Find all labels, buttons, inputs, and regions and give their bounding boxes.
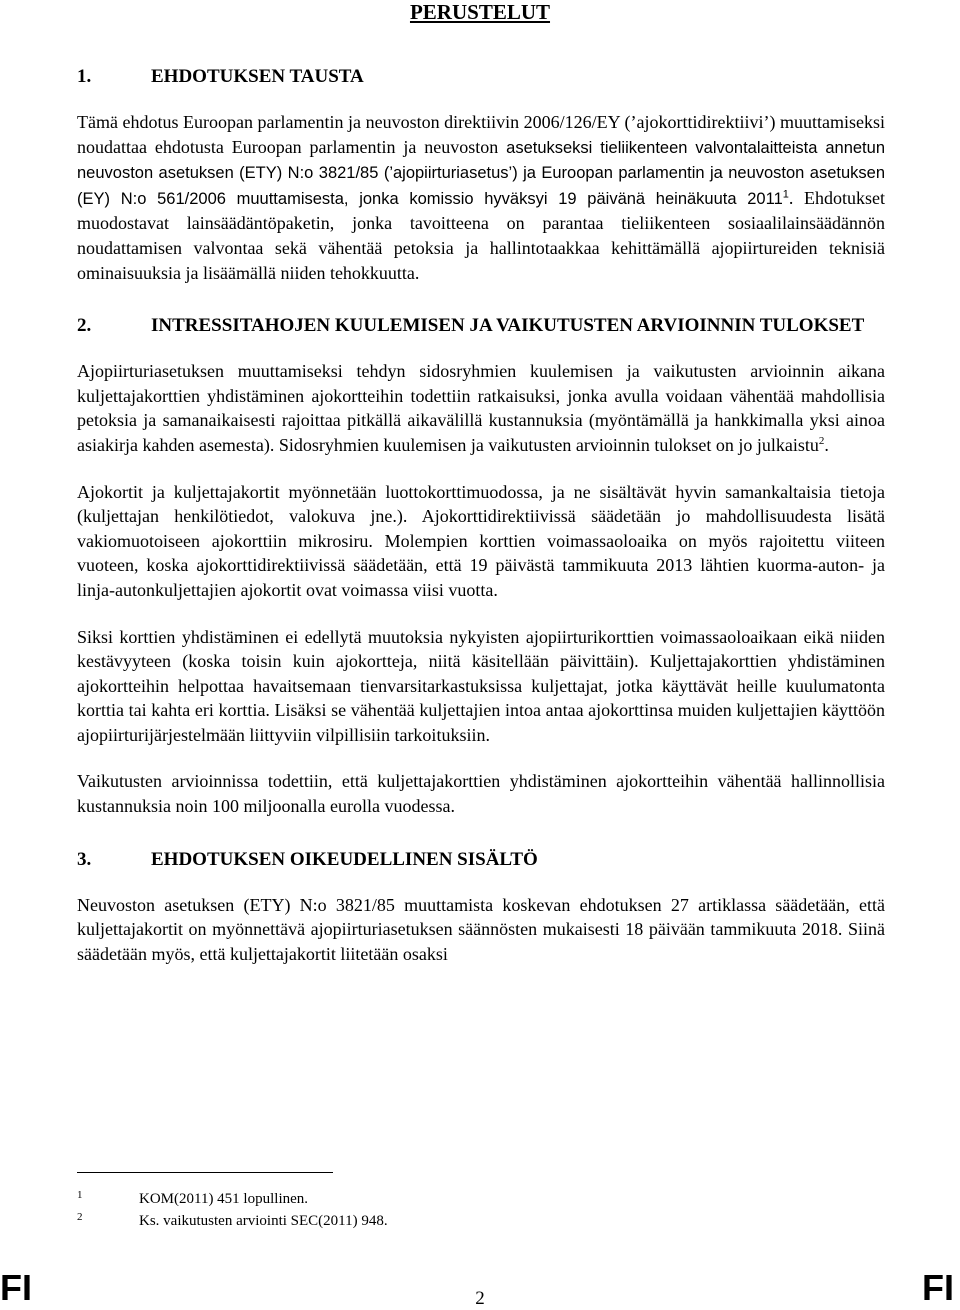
section-2-paragraph-2: Ajokortit ja kuljettajakortit myönnetään luottokorttimuodossa, ja ne sisältävät hyvin samankaltaisia tietoja (kuljettajan henkilötiedot, valokuva jne.). Ajokorttidirektiivissä säädetään jo mahdollisuudesta lisätä vakiomuotoiseen ajokorttiin mikrosiru. Molempien korttien voimassaoloaika on myös rajoitettu viiteen vuoteen, koska ajokorttidirektiivissä säädetään, että 19 päivästä tammikuuta 2013 lähtien kuorma-auton- ja linja-autonkuljettajien ajokortit ovat voimassa viisi vuotta. xyxy=(77,481,885,600)
section-1-paragraph-part-c: . Ehdotukset muodostavat lainsäädäntöpaketin, jonka tavoitteena on parantaa tieliikenteen sosiaalilainsäädännön noudattamisen valvontaa sekä vähentää petoksia ja hallintotaakkaa kehittämällä ajopiirtureiden teknisiä ominaisuuksia ja lisäämällä niiden tehokkuutta. xyxy=(77,187,885,283)
section-1-title: EHDOTUKSEN TAUSTA xyxy=(151,66,364,87)
footnote-ref-2: 2 xyxy=(818,434,825,447)
section-2-paragraph-1 xyxy=(77,359,885,457)
section-1-paragraph-part-a: Tämä ehdotus Euroopan parlamentin ja neuvoston direktiivin 2006/126/EY (’ajokorttidirektiivi’) muuttamiseksi noudattaa ehdotusta Euroopan parlamentin ja neuvoston xyxy=(77,112,885,157)
document-title: PERUSTELUT xyxy=(409,0,551,24)
section-1-paragraph xyxy=(77,110,885,285)
footnote-ref-1: 1 xyxy=(782,188,789,201)
section-2-paragraph-3: Siksi korttien yhdistäminen ei edellytä muutoksia nykyisten ajopiirturikorttien voimassaoloaikaan eikä niiden kestävyyteen (koska toisin kuin ajokortteja, niitä käsitellään päivittäin). Kuljettajakorttien yhdistäminen ajokortteihin helpottaa havaitsemaan tienvarsitarkastuksissa kuljettajat, jotka käyttävät heille kuulumatonta korttia tai kahta eri korttia. Lisäksi se vähentää kuljettajien intoa antaa ajokorttinsa muiden kuljettajien käyttöön ajopiirturijärjestelmään liittyviin vilpillisiin tarkoituksiin. xyxy=(77,626,885,745)
footnote-2 xyxy=(77,1210,877,1232)
section-3-number: 3. xyxy=(77,848,92,870)
footnote-2-text: Ks. vaikutusten arviointi SEC(2011) 948. xyxy=(139,1213,388,1229)
section-2-heading xyxy=(77,313,885,339)
footnote-2-number: 2 xyxy=(77,1211,83,1223)
section-1-heading xyxy=(77,64,885,90)
section-3-paragraph: Neuvoston asetuksen (ETY) N:o 3821/85 muuttamista koskevan ehdotuksen 27 artiklassa säädetään, että kuljettajakortit on myönnettävä ajopiirturiasetuksen säännösten mukaisesti 18 päivään tammikuuta 2018. Siinä säädetään myös, että kuljettajakortit liitetään osaksi xyxy=(77,894,885,964)
language-code-right: FI xyxy=(922,1267,954,1308)
section-2-paragraph-4: Vaikutusten arvioinnissa todettiin, että kuljettajakorttien yhdistäminen ajokortteihin vähentää hallinnollisia kustannuksia noin 100 miljoonalla eurolla vuodessa. xyxy=(77,771,885,817)
footnote-1-number: 1 xyxy=(77,1189,83,1201)
section-1-number: 1. xyxy=(77,66,92,87)
section-2-paragraph-1-end: . xyxy=(824,434,829,455)
footnote-1-text: KOM(2011) 451 lopullinen. xyxy=(139,1191,309,1207)
section-3-title: EHDOTUKSEN OIKEUDELLINEN SISÄLTÖ xyxy=(151,848,538,870)
footnote-divider xyxy=(77,1172,333,1173)
section-2-number: 2. xyxy=(77,315,92,337)
section-2-paragraph-1-text: Ajopiirturiasetuksen muuttamiseksi tehdyn sidosryhmien kuulemisen ja vaikutusten arvioinnin aikana kuljettajakorttien yhdistäminen ajokortteihin todettiin ratkaisuksi, jonka avulla voidaan vähentää mahdollisia petoksia ja samanaikaisesti rajoittaa pitkällä aikavälillä kustannuksia (myöntämällä ja hankkimalla yksi ainoa asiakirja kahden asemesta). Sidosryhmien kuulemisen ja vaikutusten arvioinnin tulokset on jo julkaistu xyxy=(77,361,885,455)
page-header xyxy=(0,0,960,24)
language-code-left: FI xyxy=(0,1267,32,1308)
footnote-1 xyxy=(77,1188,877,1210)
section-1-paragraph-part-b-text: asetukseksi tieliikenteen valvontalaitteista annetun neuvoston asetuksen (ETY) N:o 3821/85 (’ajopiirturiasetus’) ja Euroopan parlamentin ja neuvoston asetuksen (EY) N:o 561/2006 muuttamisesta, jonka komissio hyväksyi 19 päivänä heinäkuuta 2011 xyxy=(77,138,885,208)
footnotes xyxy=(77,1188,877,1232)
section-2-title: INTRESSITAHOJEN KUULEMISEN JA VAIKUTUSTEN ARVIOINNIN TULOKSET xyxy=(151,315,865,337)
section-3-heading xyxy=(77,847,885,873)
page-footer xyxy=(0,1262,960,1310)
page-number: 2 xyxy=(475,1288,485,1309)
document-body xyxy=(77,64,885,966)
